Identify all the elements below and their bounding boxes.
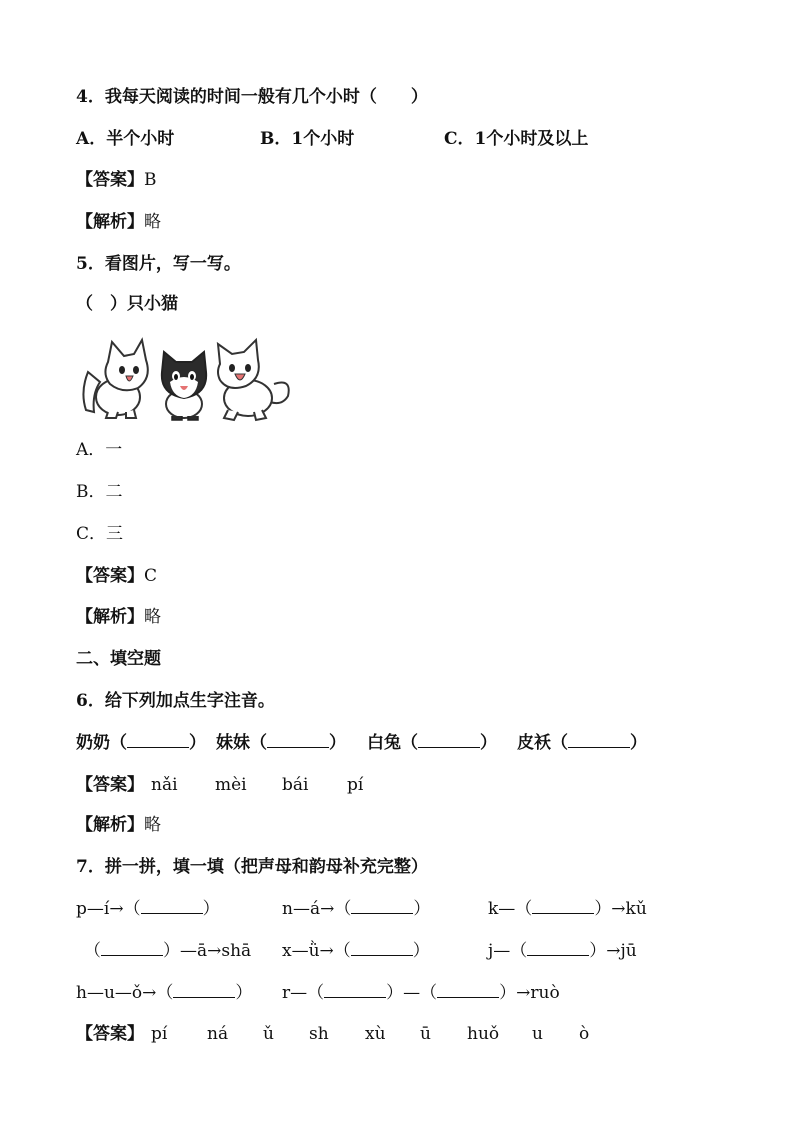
q7-question: 7．拼一拼，填一填（把声母和韵母补充完整）	[76, 857, 428, 877]
q7-row2-c	[488, 939, 637, 963]
blank	[527, 941, 589, 956]
q6-word-1	[76, 731, 206, 755]
blank	[568, 733, 630, 748]
q6-word-4	[517, 731, 647, 755]
q5-question: 5．看图片，写一写。	[76, 254, 241, 274]
blank	[173, 983, 235, 998]
text: ）	[235, 983, 253, 1003]
q5-prompt: （ ）只小猫	[76, 294, 178, 314]
q7-answer-1: pí	[151, 1024, 168, 1044]
blank	[532, 899, 594, 914]
q5-option-b: B．二	[76, 482, 123, 502]
analysis-label: 【解析】	[76, 815, 144, 835]
answer-label: 【答案】	[76, 170, 144, 190]
text: ）	[413, 899, 431, 919]
q7-answer-6: ū	[420, 1024, 431, 1044]
q4-analysis	[76, 210, 161, 234]
section-title: 二、填空题	[76, 649, 161, 669]
q7-row3-b	[282, 981, 560, 1005]
analysis-label: 【解析】	[76, 212, 144, 232]
text: n—á→（	[282, 899, 352, 919]
word-text: 白兔（	[367, 733, 418, 753]
q6-word-2	[216, 731, 346, 755]
q7-row2-b	[282, 939, 430, 963]
answer-label: 【答案】	[76, 566, 144, 586]
q5-option-c: C．三	[76, 524, 124, 544]
q4-question: 4．我每天阅读的时间一般有几个小时（ ）	[76, 87, 428, 107]
blank	[437, 983, 499, 998]
text: p—í→（	[76, 899, 141, 919]
q7-answer-9: ò	[579, 1024, 590, 1044]
answer-value: B	[144, 170, 157, 190]
text: ）→kǔ	[594, 899, 647, 919]
q7-answer-4: sh	[309, 1024, 329, 1044]
q7-row1-c	[488, 897, 647, 921]
q6-answer-4: pí	[347, 775, 364, 795]
q4-option-a: A．半个小时	[76, 129, 175, 149]
black-cat-middle	[162, 352, 206, 420]
word-text: 奶奶（	[76, 733, 127, 753]
q6-answer-1: nǎi	[151, 775, 178, 795]
q7-answer-7: huǒ	[467, 1024, 500, 1044]
text: ）→jū	[589, 941, 637, 961]
q6-answer-3: bái	[282, 775, 309, 795]
text: （	[84, 941, 101, 961]
blank	[101, 941, 163, 956]
q7-answer-label: 【答案】	[76, 1024, 144, 1044]
q7-answer-2: ná	[207, 1024, 229, 1044]
q7-row3-a	[76, 981, 252, 1005]
white-cat-right	[218, 340, 289, 420]
analysis-value: 略	[144, 607, 161, 627]
q7-row1-b	[282, 897, 430, 921]
blank	[351, 941, 413, 956]
answer-value: C	[144, 566, 158, 586]
q4-answer	[76, 168, 157, 192]
word-text: 妹妹（	[216, 733, 267, 753]
white-cat-left	[83, 340, 147, 418]
paren-close: ）	[189, 733, 206, 753]
paren-close: ）	[329, 733, 346, 753]
analysis-value: 略	[144, 212, 161, 232]
text: x—ǜ→（	[282, 941, 351, 961]
blank	[418, 733, 480, 748]
paren-close: ）	[630, 733, 647, 753]
q6-answer-2: mèi	[215, 775, 247, 795]
q7-answer-3: ǔ	[263, 1024, 274, 1044]
blank	[324, 983, 386, 998]
q5-option-a: A．一	[76, 440, 123, 460]
analysis-value: 略	[144, 815, 161, 835]
q4-option-b: B．1个小时	[260, 129, 355, 149]
q5-answer	[76, 564, 157, 588]
three-cats-image	[78, 332, 294, 422]
text: ）	[412, 941, 430, 961]
text: r—（	[282, 983, 325, 1003]
q7-answer-5: xù	[365, 1024, 386, 1044]
blank	[267, 733, 329, 748]
text: ）	[202, 899, 220, 919]
q6-word-3	[367, 731, 497, 755]
text: k—（	[488, 899, 533, 919]
q6-analysis	[76, 813, 161, 837]
text: ）—ā→shā	[163, 941, 252, 961]
q5-analysis	[76, 605, 161, 629]
q4-option-c: C．1个小时及以上	[444, 129, 589, 149]
q7-answer-8: u	[532, 1024, 543, 1044]
text: h—u—ǒ→（	[76, 983, 174, 1003]
word-text: 皮袄（	[517, 733, 568, 753]
text: ）→ruò	[499, 983, 560, 1003]
q6-answer-label: 【答案】	[76, 775, 144, 795]
q6-question: 6．给下列加点生字注音。	[76, 691, 275, 711]
q7-row2-a	[84, 939, 251, 963]
text: j—（	[488, 941, 528, 961]
blank	[127, 733, 189, 748]
paren-close: ）	[480, 733, 497, 753]
blank	[351, 899, 413, 914]
text: ）—（	[386, 983, 438, 1003]
q7-row1-a	[76, 897, 220, 921]
analysis-label: 【解析】	[76, 607, 144, 627]
blank	[141, 899, 203, 914]
